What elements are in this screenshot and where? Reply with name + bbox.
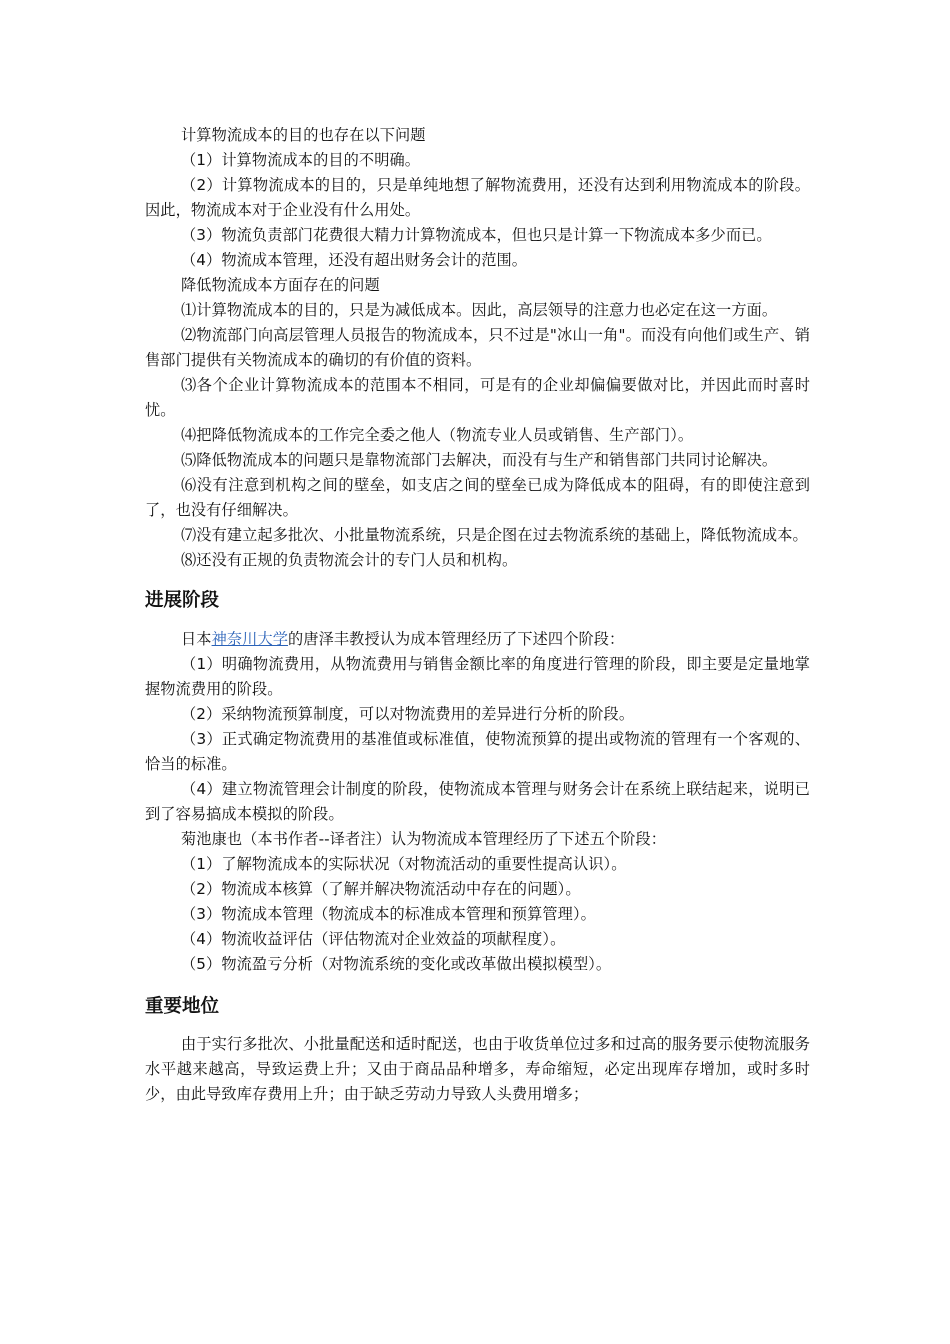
- list-item: （4）物流成本管理，还没有超出财务会计的范围。: [181, 251, 528, 269]
- list-item: （4）物流收益评估（评估物流对企业效益的项献程度）。: [181, 930, 566, 948]
- list-item: （3）正式确定物流费用的基准值或标准值，使物流预算的提出或物流的管理有一个客观的、恰当的标准。: [145, 730, 810, 773]
- list-item: （5）物流盈亏分析（对物流系统的变化或改革做出模拟模型）。: [181, 955, 612, 973]
- lead-suffix: 的唐泽丰教授认为成本管理经历了下述四个阶段：: [288, 630, 625, 648]
- list-item: （2）采纳物流预算制度，可以对物流费用的差异进行分析的阶段。: [181, 705, 635, 723]
- section2-intro2: 菊池康也（本书作者--译者注）认为物流成本管理经历了下述五个阶段：: [181, 830, 667, 848]
- list-item: ⑻还没有正规的负责物流会计的专门人员和机构。: [181, 551, 518, 569]
- list-item: ⑴计算物流成本的目的，只是为减低成本。因此，高层领导的注意力也必定在这一方面。: [181, 301, 778, 319]
- list-item: ⑺没有建立起多批次、小批量物流系统，只是企图在过去物流系统的基础上，降低物流成本。: [181, 526, 808, 544]
- section-heading-progress: 进展阶段: [145, 590, 220, 611]
- list-item: （2）计算物流成本的目的，只是单纯地想了解物流费用，还没有达到利用物流成本的阶段。因此，物流成本对于企业没有什么用处。: [145, 176, 810, 219]
- list-item: （1）计算物流成本的目的不明确。: [181, 151, 421, 169]
- section2-lead: [145, 627, 810, 652]
- section3-paragraph: 由于实行多批次、小批量配送和适时配送，也由于收货单位过多和过高的服务要示使物流服务水平越来越高，导致运费上升；又由于商品品种增多，寿命缩短，必定出现库存增加，或时多时少，由此导致库存费用上升；由于缺乏劳动力导致人头费用增多；: [145, 1035, 810, 1103]
- list-item: ⑵物流部门向高层管理人员报告的物流成本，只不过是"冰山一角"。而没有向他们或生产、销售部门提供有关物流成本的确切的有价值的资料。: [145, 326, 810, 369]
- lead-prefix: 日本: [181, 630, 212, 648]
- list-item: （1）明确物流费用，从物流费用与销售金额比率的角度进行管理的阶段，即主要是定量地掌握物流费用的阶段。: [145, 655, 810, 698]
- list-item: （4）建立物流管理会计制度的阶段，使物流成本管理与财务会计在系统上联结起来，说明已到了容易搞成本模拟的阶段。: [145, 780, 810, 823]
- list-item: （2）物流成本核算（了解并解决物流活动中存在的问题）。: [181, 880, 581, 898]
- list-item: （3）物流成本管理（物流成本的标准成本管理和预算管理）。: [181, 905, 596, 923]
- list-item: （1）了解物流成本的实际状况（对物流活动的重要性提高认识）。: [181, 855, 627, 873]
- section1-intro2: 降低物流成本方面存在的问题: [181, 276, 380, 294]
- section1-intro: 计算物流成本的目的也存在以下问题: [181, 126, 426, 144]
- list-item: ⑹没有注意到机构之间的壁垒，如支店之间的壁垒已成为降低成本的阻碍，有的即使注意到了，也没有仔细解决。: [145, 476, 810, 519]
- list-item: （3）物流负责部门花费很大精力计算物流成本，但也只是计算一下物流成本多少而已。: [181, 226, 772, 244]
- section-heading-importance: 重要地位: [145, 996, 220, 1017]
- list-item: ⑶各个企业计算物流成本的范围本不相同，可是有的企业却偏偏要做对比，并因此而时喜时忧。: [145, 376, 810, 419]
- document-page: [145, 123, 810, 1107]
- kanagawa-university-link[interactable]: 神奈川大学: [211, 630, 289, 648]
- list-item: ⑷把降低物流成本的工作完全委之他人（物流专业人员或销售、生产部门）。: [181, 426, 694, 444]
- list-item: ⑸降低物流成本的问题只是靠物流部门去解决，而没有与生产和销售部门共同讨论解决。: [181, 451, 778, 469]
